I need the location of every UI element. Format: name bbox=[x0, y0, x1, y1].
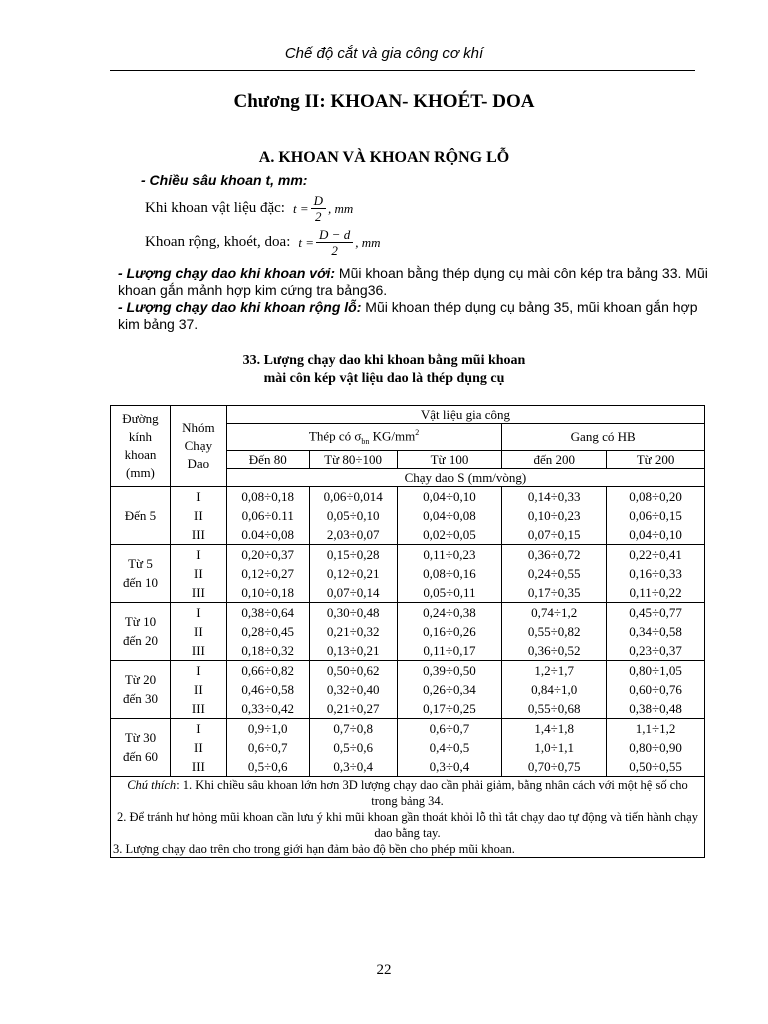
page-number: 22 bbox=[376, 962, 392, 978]
paragraph-text: Mũi khoan bằng thép dụng cụ mài côn kép tra bảng 33. Mũi khoan gắn mảnh hợp kim cứng tra bảng36. bbox=[118, 265, 708, 298]
header-diameter: Đường kính khoan (mm) bbox=[111, 406, 171, 487]
header-steel-sup: 2 bbox=[415, 428, 420, 437]
formula-lhs: t = bbox=[292, 200, 309, 216]
feed-value-cell: 0,08÷0,18 0,06÷0.11 0.04÷0,08 bbox=[226, 486, 309, 544]
diameter-cell: Từ 20 đến 30 bbox=[111, 660, 171, 718]
subheader: Từ 100 bbox=[397, 450, 502, 468]
feed-value-cell: 0,22÷0,41 0,16÷0,33 0,11÷0,22 bbox=[607, 544, 705, 602]
feed-value-cell: 0,30÷0,48 0,21÷0,32 0,13÷0,21 bbox=[309, 602, 397, 660]
header-steel-sub: bn bbox=[361, 436, 370, 446]
formula-denominator: 2 bbox=[315, 209, 322, 224]
subheader: Từ 200 bbox=[607, 450, 705, 468]
note-2: 2. Để tránh hư hỏng mũi khoan cần lưu ý khi mũi khoan gần thoát khỏi lỗ thì tắt chạy dao tự động và tiến hành chạy dao bằng tay. bbox=[117, 809, 698, 840]
feed-value-cell: 0,24÷0,38 0,16÷0,26 0,11÷0,17 bbox=[397, 602, 502, 660]
feed-value-cell: 0,11÷0,23 0,08÷0,16 0,05÷0,11 bbox=[397, 544, 502, 602]
note-label: Chú thích bbox=[127, 777, 177, 792]
feed-value-cell: 0,20÷0,37 0,12÷0,27 0,10÷0,18 bbox=[226, 544, 309, 602]
chapter-title: Chương II: KHOAN- KHOÉT- DOA bbox=[233, 91, 535, 112]
diameter-cell: Từ 5 đến 10 bbox=[111, 544, 171, 602]
header-steel bbox=[226, 424, 502, 451]
paragraph-feed-drilling bbox=[118, 265, 718, 299]
feed-value-cell: 0,7÷0,8 0,5÷0,6 0,3÷0,4 bbox=[309, 718, 397, 776]
feed-value-cell: 0,36÷0,72 0,24÷0,55 0,17÷0,35 bbox=[502, 544, 607, 602]
header-cast-iron: Gang có HB bbox=[502, 424, 705, 451]
diameter-cell: Đến 5 bbox=[111, 486, 171, 544]
table-caption-line: mài côn kép vật liệu dao là thép dụng cụ bbox=[263, 371, 505, 386]
feed-value-cell: 0,39÷0,50 0,26÷0,34 0,17÷0,25 bbox=[397, 660, 502, 718]
feed-value-cell: 0,08÷0,20 0,06÷0,15 0,04÷0,10 bbox=[607, 486, 705, 544]
feed-value-cell: 0,6÷0,7 0,4÷0,5 0,3÷0,4 bbox=[397, 718, 502, 776]
formula-denominator: 2 bbox=[331, 243, 338, 258]
formula-fraction bbox=[316, 227, 353, 258]
feed-value-cell: 0,04÷0,10 0,04÷0,08 0,02÷0,05 bbox=[397, 486, 502, 544]
paragraph-feed-enlarging bbox=[118, 299, 718, 333]
solid-drilling-formula bbox=[145, 193, 353, 224]
table-caption-line: 33. Lượng chạy dao khi khoan bằng mũi khoan bbox=[242, 353, 526, 368]
enlarging-formula bbox=[145, 227, 380, 258]
table-row bbox=[111, 660, 705, 718]
feed-value-cell: 0,38÷0,64 0,28÷0,45 0,18÷0,32 bbox=[226, 602, 309, 660]
feed-group-cell: I II III bbox=[170, 486, 226, 544]
section-title: A. KHOAN VÀ KHOAN RỘNG LỖ bbox=[258, 149, 510, 166]
subheader: Từ 80÷100 bbox=[309, 450, 397, 468]
paragraph-text: Mũi khoan thép dụng cụ bảng 35, mũi khoan gắn hợp kim bảng 37. bbox=[118, 299, 698, 332]
table-caption bbox=[0, 352, 768, 388]
feed-value-cell: 1,4÷1,8 1,0÷1,1 0,70÷0,75 bbox=[502, 718, 607, 776]
formula-unit: , mm bbox=[355, 234, 381, 250]
formula-label: Khoan rộng, khoét, doa: bbox=[145, 234, 291, 250]
feed-value-cell: 0,80÷1,05 0,60÷0,76 0,38÷0,48 bbox=[607, 660, 705, 718]
table-notes bbox=[111, 776, 705, 857]
feed-value-cell: 0,45÷0,77 0,34÷0,58 0,23÷0,37 bbox=[607, 602, 705, 660]
running-header: Chế độ cắt và gia công cơ khí bbox=[284, 45, 484, 62]
header-material: Vật liệu gia công bbox=[226, 406, 704, 424]
paragraph-lead: - Lượng chạy dao khi khoan với: bbox=[118, 265, 336, 281]
table-row bbox=[111, 602, 705, 660]
feed-value-cell: 0,14÷0,33 0,10÷0,23 0,07÷0,15 bbox=[502, 486, 607, 544]
header-steel-text: Thép có σ bbox=[308, 428, 362, 444]
formula-numerator: D − d bbox=[316, 227, 353, 243]
depth-heading: - Chiều sâu khoan t, mm: bbox=[141, 172, 308, 188]
feed-value-cell: 0,15÷0,28 0,12÷0,21 0,07÷0,14 bbox=[309, 544, 397, 602]
feed-rate-table bbox=[110, 405, 705, 858]
subheader: Đến 80 bbox=[226, 450, 309, 468]
formula-numerator: D bbox=[311, 193, 326, 209]
feed-group-cell: I II III bbox=[170, 718, 226, 776]
feed-value-cell: 0,9÷1,0 0,6÷0,7 0,5÷0,6 bbox=[226, 718, 309, 776]
feed-group-cell: I II III bbox=[170, 544, 226, 602]
feed-value-cell: 1,1÷1,2 0,80÷0,90 0,50÷0,55 bbox=[607, 718, 705, 776]
feed-value-cell: 0,74÷1,2 0,55÷0,82 0,36÷0,52 bbox=[502, 602, 607, 660]
header-feed-unit: Chạy dao S (mm/vòng) bbox=[226, 468, 704, 486]
table-row bbox=[111, 544, 705, 602]
paragraph-lead: - Lượng chạy dao khi khoan rộng lỗ: bbox=[118, 299, 362, 315]
note-3: 3. Lượng chạy dao trên cho trong giới hạn đảm bảo độ bền cho phép mũi khoan. bbox=[113, 841, 515, 856]
diameter-cell: Từ 10 đến 20 bbox=[111, 602, 171, 660]
feed-value-cell: 0,66÷0,82 0,46÷0,58 0,33÷0,42 bbox=[226, 660, 309, 718]
table-row bbox=[111, 486, 705, 544]
formula-unit: , mm bbox=[328, 200, 354, 216]
subheader: đến 200 bbox=[502, 450, 607, 468]
feed-group-cell: I II III bbox=[170, 660, 226, 718]
feed-value-cell: 0,50÷0,62 0,32÷0,40 0,21÷0,27 bbox=[309, 660, 397, 718]
header-rule bbox=[110, 70, 695, 71]
feed-value-cell: 1,2÷1,7 0,84÷1,0 0,55÷0,68 bbox=[502, 660, 607, 718]
header-feed-group: Nhóm Chạy Dao bbox=[170, 406, 226, 487]
table-row bbox=[111, 718, 705, 776]
formula-fraction bbox=[311, 193, 326, 224]
feed-value-cell: 0,06÷0,014 0,05÷0,10 2,03÷0,07 bbox=[309, 486, 397, 544]
formula-lhs: t = bbox=[298, 234, 315, 250]
feed-group-cell: I II III bbox=[170, 602, 226, 660]
formula-label: Khi khoan vật liệu đặc: bbox=[145, 200, 285, 216]
diameter-cell: Từ 30 đến 60 bbox=[111, 718, 171, 776]
header-steel-unit: KG/mm bbox=[369, 428, 416, 444]
note-1: : 1. Khi chiều sâu khoan lớn hơn 3D lượng chạy dao cần phải giảm, bằng nhân cách với một hệ số cho trong bảng 34. bbox=[176, 777, 688, 808]
